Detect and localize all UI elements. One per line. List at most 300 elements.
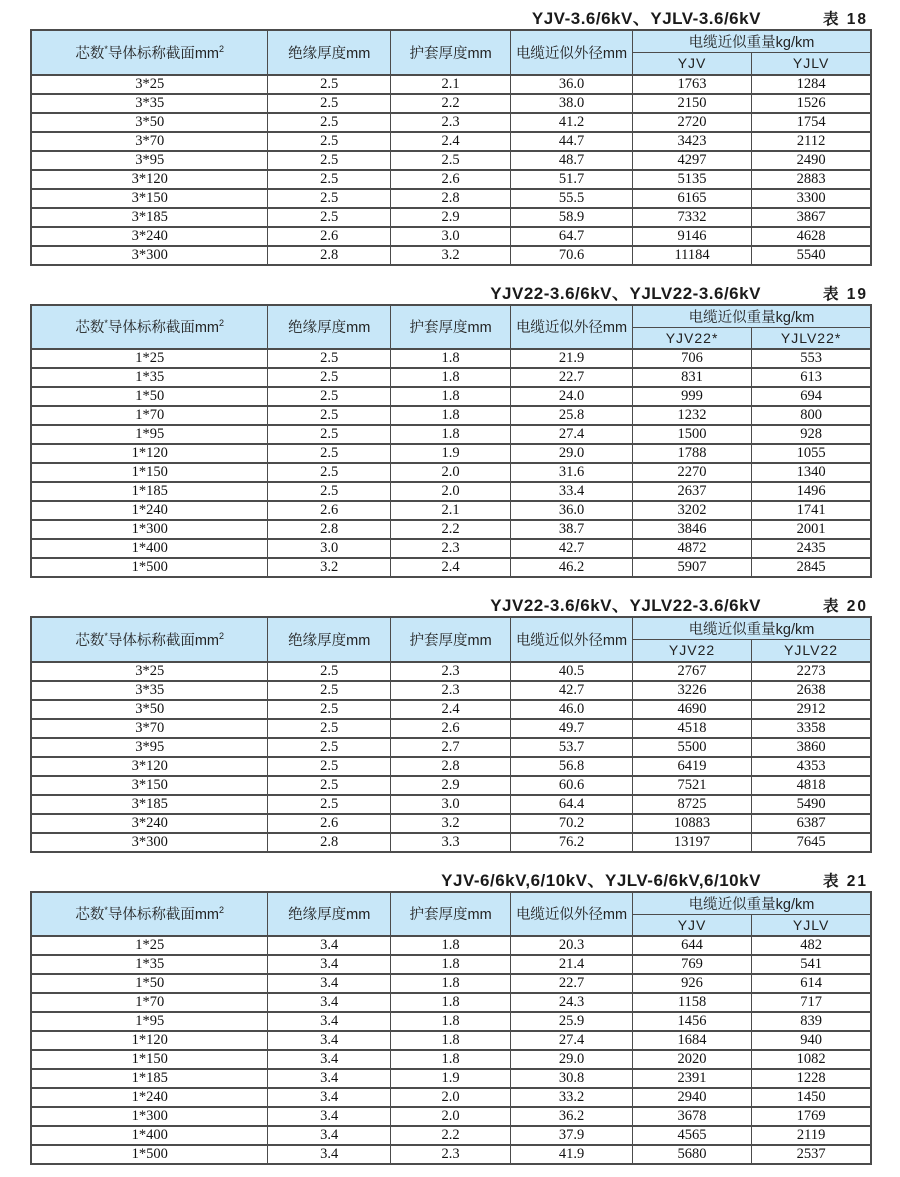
cell: 51.7 <box>511 170 633 189</box>
table-row <box>31 1050 871 1069</box>
cell: 24.3 <box>511 993 633 1012</box>
cell: 2.5 <box>268 463 391 482</box>
spec-label-part: 导体标称截面mm <box>107 320 220 337</box>
table-row <box>31 482 871 501</box>
spec-label-part: 导体标称截面mm <box>107 45 220 62</box>
cell: 2.5 <box>268 387 391 406</box>
col-header-sheath: 护套厚度mm <box>391 305 511 350</box>
cell: 36.0 <box>511 75 633 94</box>
cell: 2.5 <box>268 151 391 170</box>
cell: 1*50 <box>31 387 268 406</box>
cell: 3*240 <box>31 227 268 246</box>
cell: 3.4 <box>268 993 391 1012</box>
cell: 2.9 <box>391 776 511 795</box>
spec-label-part: 芯数 <box>75 320 105 337</box>
cell: 2.5 <box>268 719 391 738</box>
cell: 1*150 <box>31 463 268 482</box>
table-row <box>31 719 871 738</box>
col-header-spec <box>31 305 268 350</box>
cell: 1*25 <box>31 349 268 368</box>
table-row <box>31 189 871 208</box>
cell: 46.0 <box>511 700 633 719</box>
table-row <box>31 974 871 993</box>
cell: 1284 <box>752 75 871 94</box>
spec-label-sup: 2 <box>219 318 225 329</box>
cell: 3*185 <box>31 208 268 227</box>
cell: 614 <box>752 974 871 993</box>
col-header-diameter: 电缆近似外径mm <box>511 617 633 662</box>
cell: 2.5 <box>268 75 391 94</box>
cell: 2.4 <box>391 132 511 151</box>
cell: 2.6 <box>268 814 391 833</box>
cell: 3*50 <box>31 113 268 132</box>
cell: 38.7 <box>511 520 633 539</box>
cell: 2.5 <box>268 700 391 719</box>
cell: 1.8 <box>391 955 511 974</box>
cell: 3.4 <box>268 1050 391 1069</box>
cell: 44.7 <box>511 132 633 151</box>
cell: 2638 <box>752 681 871 700</box>
cell: 2.3 <box>391 1145 511 1164</box>
table-title <box>30 4 872 28</box>
table-body <box>31 75 871 265</box>
spec-label-sup: * <box>104 43 108 54</box>
table-row <box>31 246 871 265</box>
cell: 3.4 <box>268 955 391 974</box>
cell: 1*120 <box>31 1031 268 1050</box>
cell: 9146 <box>632 227 751 246</box>
cell: 3.2 <box>391 814 511 833</box>
cell: 21.9 <box>511 349 633 368</box>
cell: 3*240 <box>31 814 268 833</box>
table-row <box>31 227 871 246</box>
cell: 3*300 <box>31 246 268 265</box>
cell: 2.5 <box>268 425 391 444</box>
table-section-21 <box>30 866 872 1166</box>
spec-label-part: 导体标称截面mm <box>107 907 220 924</box>
cell: 36.2 <box>511 1107 633 1126</box>
cell: 1*500 <box>31 1145 268 1164</box>
cell: 37.9 <box>511 1126 633 1145</box>
cell: 1526 <box>752 94 871 113</box>
table-row <box>31 1069 871 1088</box>
table-row <box>31 700 871 719</box>
table-row <box>31 662 871 681</box>
table-row <box>31 132 871 151</box>
cell: 553 <box>752 349 871 368</box>
cell: 1.8 <box>391 974 511 993</box>
table-row <box>31 738 871 757</box>
cell: 2767 <box>632 662 751 681</box>
cell: 2720 <box>632 113 751 132</box>
cell: 2.3 <box>391 539 511 558</box>
cell: 1.8 <box>391 387 511 406</box>
cell: 3*120 <box>31 757 268 776</box>
cell: 8725 <box>632 795 751 814</box>
cell: 926 <box>632 974 751 993</box>
table-row <box>31 406 871 425</box>
cell: 25.8 <box>511 406 633 425</box>
cell: 3.2 <box>268 558 391 577</box>
cell: 3226 <box>632 681 751 700</box>
cell: 3678 <box>632 1107 751 1126</box>
cell: 3*50 <box>31 700 268 719</box>
table-row <box>31 1107 871 1126</box>
cell: 41.2 <box>511 113 633 132</box>
cell: 11184 <box>632 246 751 265</box>
cell: 1.8 <box>391 936 511 955</box>
cell: 3846 <box>632 520 751 539</box>
cell: 3*25 <box>31 662 268 681</box>
table-title <box>30 591 872 615</box>
table-row <box>31 208 871 227</box>
cell: 2.2 <box>391 520 511 539</box>
col-header-spec <box>31 30 268 75</box>
cell: 24.0 <box>511 387 633 406</box>
cell: 800 <box>752 406 871 425</box>
cell: 694 <box>752 387 871 406</box>
cell: 5540 <box>752 246 871 265</box>
cell: 30.8 <box>511 1069 633 1088</box>
cell: 2.8 <box>391 757 511 776</box>
cell: 1456 <box>632 1012 751 1031</box>
cell: 5680 <box>632 1145 751 1164</box>
cell: 2883 <box>752 170 871 189</box>
cell: 2.5 <box>268 757 391 776</box>
cell: 2273 <box>752 662 871 681</box>
cell: 56.8 <box>511 757 633 776</box>
table-number: 表 21 <box>822 872 868 890</box>
cell: 1*300 <box>31 520 268 539</box>
cell: 29.0 <box>511 444 633 463</box>
cell: 1*70 <box>31 993 268 1012</box>
cell: 4872 <box>632 539 751 558</box>
cable-spec-table-21 <box>30 891 872 1166</box>
table-row <box>31 993 871 1012</box>
cell: 940 <box>752 1031 871 1050</box>
col-header-weight-yjv: YJV <box>632 914 751 936</box>
cell: 3*150 <box>31 189 268 208</box>
cell: 1*120 <box>31 444 268 463</box>
cell: 2.5 <box>268 132 391 151</box>
col-header-insulation: 绝缘厚度mm <box>268 892 391 937</box>
table-row <box>31 113 871 132</box>
table-number: 表 20 <box>822 598 868 615</box>
cell: 2637 <box>632 482 751 501</box>
cell: 2.5 <box>268 368 391 387</box>
cell: 27.4 <box>511 1031 633 1050</box>
cell: 6387 <box>752 814 871 833</box>
cell: 2.5 <box>268 482 391 501</box>
cell: 6419 <box>632 757 751 776</box>
cell: 2537 <box>752 1145 871 1164</box>
col-header-weight-yjv: YJV22* <box>632 327 751 349</box>
cell: 2.2 <box>391 94 511 113</box>
cell: 839 <box>752 1012 871 1031</box>
table-title-models: YJV-6/6kV,6/10kV、YJLV-6/6kV,6/10kV <box>441 870 761 890</box>
cell: 22.7 <box>511 368 633 387</box>
cell: 1*300 <box>31 1107 268 1126</box>
cell: 1*400 <box>31 1126 268 1145</box>
col-header-weight-yjlv: YJLV <box>752 914 871 936</box>
cell: 36.0 <box>511 501 633 520</box>
table-body <box>31 662 871 852</box>
cell: 1.9 <box>391 1069 511 1088</box>
table-title-models: YJV22-3.6/6kV、YJLV22-3.6/6kV <box>490 596 761 615</box>
cell: 1*500 <box>31 558 268 577</box>
cell: 1*150 <box>31 1050 268 1069</box>
cell: 1.8 <box>391 368 511 387</box>
table-title <box>30 279 872 303</box>
cell: 20.3 <box>511 936 633 955</box>
cell: 1.9 <box>391 444 511 463</box>
cell: 2.0 <box>391 463 511 482</box>
table-row <box>31 1012 871 1031</box>
cell: 3*150 <box>31 776 268 795</box>
cell: 1*70 <box>31 406 268 425</box>
cell: 2.5 <box>268 349 391 368</box>
cell: 2.1 <box>391 501 511 520</box>
cell: 3*120 <box>31 170 268 189</box>
cell: 2.8 <box>268 833 391 852</box>
spec-label-part: 芯数 <box>75 907 105 924</box>
cell: 3*70 <box>31 132 268 151</box>
table-row <box>31 1126 871 1145</box>
cell: 64.7 <box>511 227 633 246</box>
cell: 1.8 <box>391 406 511 425</box>
cell: 1228 <box>752 1069 871 1088</box>
cell: 3*185 <box>31 795 268 814</box>
cell: 2.1 <box>391 75 511 94</box>
table-row <box>31 349 871 368</box>
cell: 2.5 <box>268 662 391 681</box>
cell: 2.5 <box>268 113 391 132</box>
table-section-18 <box>30 4 872 266</box>
table-row <box>31 936 871 955</box>
cell: 1*95 <box>31 1012 268 1031</box>
cell: 3*35 <box>31 681 268 700</box>
spec-label-sup: * <box>104 318 108 329</box>
table-row <box>31 387 871 406</box>
cell: 60.6 <box>511 776 633 795</box>
cell: 3*300 <box>31 833 268 852</box>
cell: 3202 <box>632 501 751 520</box>
cell: 1*35 <box>31 368 268 387</box>
catalog-page <box>30 4 872 1165</box>
cell: 2.3 <box>391 681 511 700</box>
table-title-models: YJV-3.6/6kV、YJLV-3.6/6kV <box>531 9 761 28</box>
cell: 3358 <box>752 719 871 738</box>
cell: 58.9 <box>511 208 633 227</box>
cell: 769 <box>632 955 751 974</box>
cell: 7332 <box>632 208 751 227</box>
cell: 2.5 <box>268 444 391 463</box>
col-header-weight-group: 电缆近似重量kg/km <box>632 305 871 328</box>
cell: 5907 <box>632 558 751 577</box>
cell: 2.8 <box>268 520 391 539</box>
cell: 3.4 <box>268 1031 391 1050</box>
cell: 10883 <box>632 814 751 833</box>
table-body <box>31 936 871 1164</box>
cell: 4518 <box>632 719 751 738</box>
cell: 25.9 <box>511 1012 633 1031</box>
cell: 27.4 <box>511 425 633 444</box>
col-header-insulation: 绝缘厚度mm <box>268 617 391 662</box>
col-header-insulation: 绝缘厚度mm <box>268 30 391 75</box>
cell: 2.5 <box>268 94 391 113</box>
cell: 5135 <box>632 170 751 189</box>
cell: 999 <box>632 387 751 406</box>
cell: 49.7 <box>511 719 633 738</box>
cell: 5490 <box>752 795 871 814</box>
table-section-20 <box>30 591 872 853</box>
cell: 3.4 <box>268 1126 391 1145</box>
cell: 1.8 <box>391 349 511 368</box>
cell: 1741 <box>752 501 871 520</box>
cell: 2.4 <box>391 558 511 577</box>
cell: 1.8 <box>391 1012 511 1031</box>
cell: 2.4 <box>391 700 511 719</box>
cell: 4297 <box>632 151 751 170</box>
table-row <box>31 368 871 387</box>
table-row <box>31 425 871 444</box>
cell: 3.4 <box>268 936 391 955</box>
cell: 4628 <box>752 227 871 246</box>
col-header-weight-group: 电缆近似重量kg/km <box>632 617 871 640</box>
cell: 40.5 <box>511 662 633 681</box>
spec-label-sup: 2 <box>219 905 225 916</box>
cell: 717 <box>752 993 871 1012</box>
cell: 1340 <box>752 463 871 482</box>
cell: 2.6 <box>391 719 511 738</box>
cell: 2.5 <box>268 681 391 700</box>
table-row <box>31 1145 871 1164</box>
table-row <box>31 833 871 852</box>
col-header-spec <box>31 892 268 937</box>
cell: 1082 <box>752 1050 871 1069</box>
cable-spec-table-18 <box>30 29 872 266</box>
cell: 70.6 <box>511 246 633 265</box>
table-row <box>31 776 871 795</box>
cell: 1*35 <box>31 955 268 974</box>
table-row <box>31 814 871 833</box>
cell: 2001 <box>752 520 871 539</box>
cell: 2490 <box>752 151 871 170</box>
cell: 42.7 <box>511 539 633 558</box>
cell: 1769 <box>752 1107 871 1126</box>
cell: 1450 <box>752 1088 871 1107</box>
cell: 2150 <box>632 94 751 113</box>
cell: 3.4 <box>268 1145 391 1164</box>
cell: 2.0 <box>391 1107 511 1126</box>
cell: 4818 <box>752 776 871 795</box>
table-row <box>31 75 871 94</box>
cell: 76.2 <box>511 833 633 852</box>
table-row <box>31 795 871 814</box>
cell: 482 <box>752 936 871 955</box>
cell: 3.4 <box>268 1069 391 1088</box>
table-body <box>31 349 871 577</box>
cable-spec-table-19 <box>30 304 872 579</box>
cell: 1.8 <box>391 1050 511 1069</box>
table-row <box>31 170 871 189</box>
cell: 1158 <box>632 993 751 1012</box>
table-row <box>31 520 871 539</box>
cell: 1*185 <box>31 1069 268 1088</box>
cell: 2.3 <box>391 113 511 132</box>
cell: 64.4 <box>511 795 633 814</box>
cell: 7645 <box>752 833 871 852</box>
col-header-sheath: 护套厚度mm <box>391 30 511 75</box>
cell: 3*25 <box>31 75 268 94</box>
cell: 2112 <box>752 132 871 151</box>
col-header-weight-group: 电缆近似重量kg/km <box>632 30 871 53</box>
cell: 42.7 <box>511 681 633 700</box>
spec-label-sup: * <box>104 630 108 641</box>
cell: 2.6 <box>268 501 391 520</box>
cell: 2391 <box>632 1069 751 1088</box>
spec-label-part: 芯数 <box>75 45 105 62</box>
cell: 3.2 <box>391 246 511 265</box>
cell: 3*35 <box>31 94 268 113</box>
spec-label-part: 导体标称截面mm <box>107 632 220 649</box>
cell: 1*50 <box>31 974 268 993</box>
cell: 1055 <box>752 444 871 463</box>
cell: 33.4 <box>511 482 633 501</box>
col-header-diameter: 电缆近似外径mm <box>511 30 633 75</box>
cell: 1684 <box>632 1031 751 1050</box>
cell: 3.4 <box>268 1012 391 1031</box>
cell: 3.4 <box>268 1088 391 1107</box>
cell: 2.3 <box>391 662 511 681</box>
cell: 1*240 <box>31 1088 268 1107</box>
table-title-models: YJV22-3.6/6kV、YJLV22-3.6/6kV <box>490 283 761 303</box>
cell: 2.5 <box>268 170 391 189</box>
cell: 1.8 <box>391 425 511 444</box>
cell: 4353 <box>752 757 871 776</box>
cell: 3867 <box>752 208 871 227</box>
cell: 48.7 <box>511 151 633 170</box>
cell: 2119 <box>752 1126 871 1145</box>
cell: 2.5 <box>268 406 391 425</box>
cell: 53.7 <box>511 738 633 757</box>
col-header-weight-yjlv: YJLV22* <box>752 327 871 349</box>
cell: 541 <box>752 955 871 974</box>
cell: 928 <box>752 425 871 444</box>
cell: 4690 <box>632 700 751 719</box>
cell: 2.8 <box>391 189 511 208</box>
cell: 1*95 <box>31 425 268 444</box>
cell: 613 <box>752 368 871 387</box>
cell: 22.7 <box>511 974 633 993</box>
cell: 41.9 <box>511 1145 633 1164</box>
cell: 2.5 <box>268 795 391 814</box>
cell: 2940 <box>632 1088 751 1107</box>
cell: 2.6 <box>268 227 391 246</box>
cell: 1.8 <box>391 993 511 1012</box>
cell: 1496 <box>752 482 871 501</box>
col-header-sheath: 护套厚度mm <box>391 617 511 662</box>
col-header-weight-yjv: YJV22 <box>632 640 751 662</box>
cell: 2.5 <box>268 208 391 227</box>
cell: 1763 <box>632 75 751 94</box>
table-row <box>31 681 871 700</box>
cell: 831 <box>632 368 751 387</box>
cell: 2.2 <box>391 1126 511 1145</box>
cell: 13197 <box>632 833 751 852</box>
cell: 2845 <box>752 558 871 577</box>
cell: 2.5 <box>268 738 391 757</box>
